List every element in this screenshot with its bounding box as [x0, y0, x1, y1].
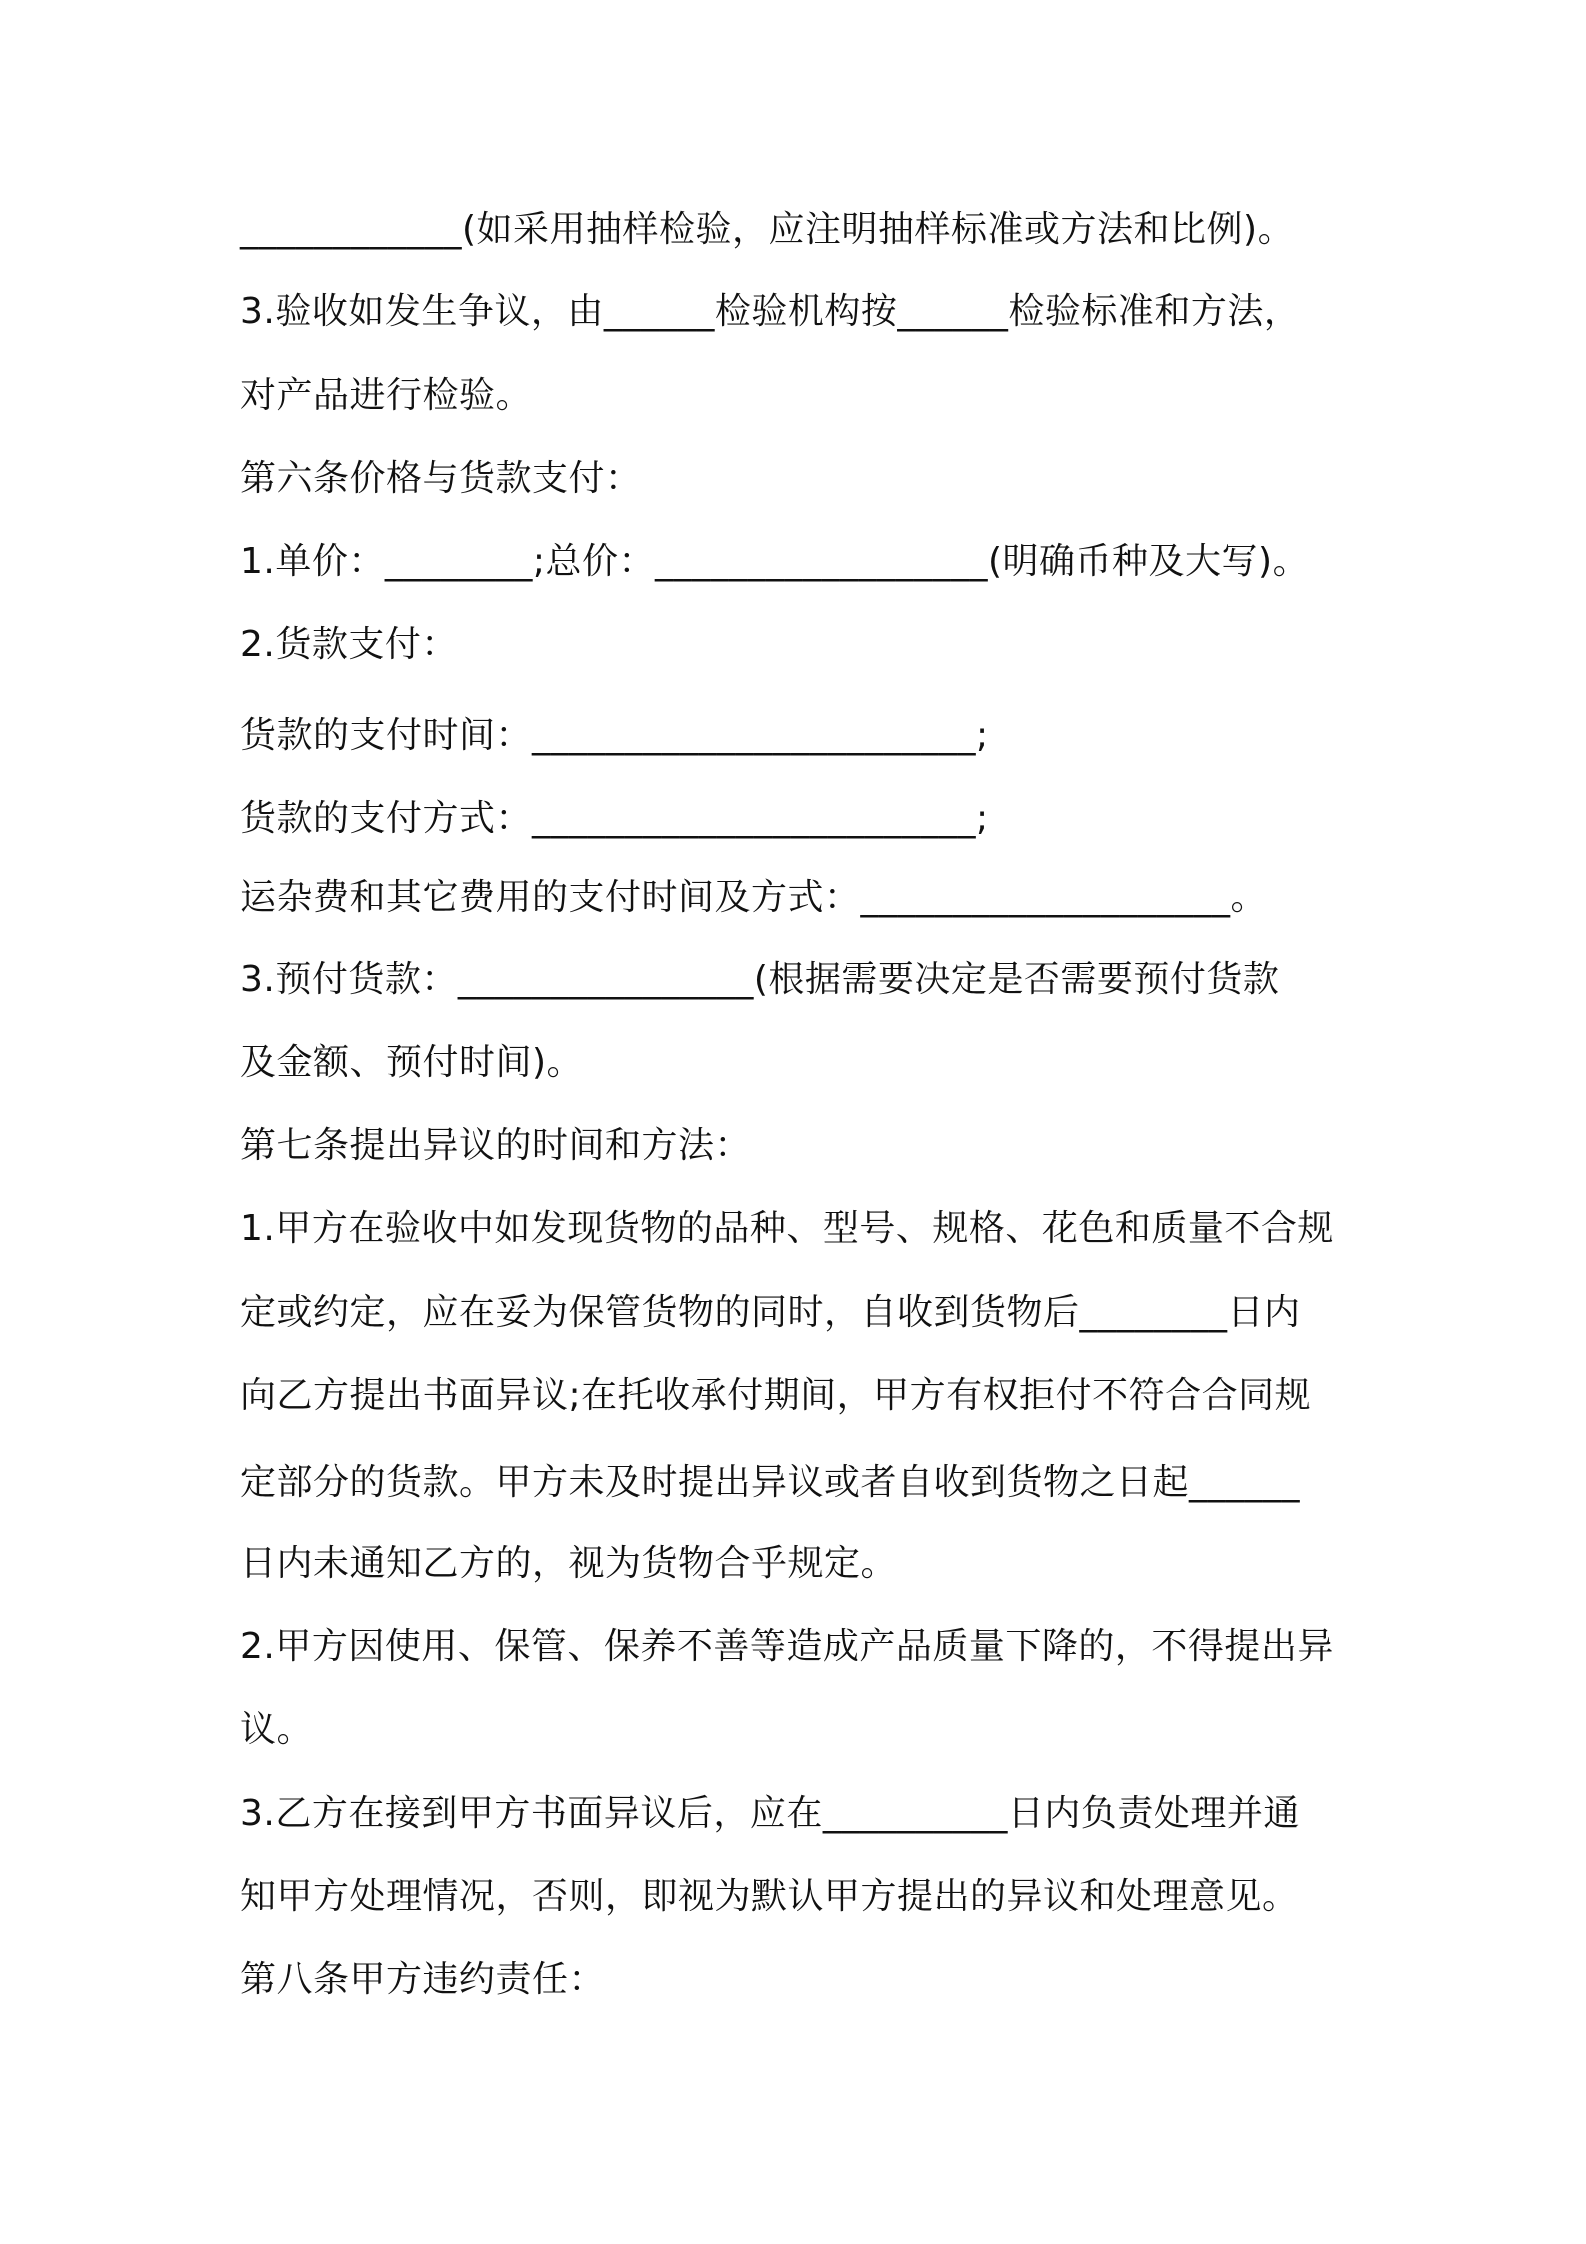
text-line: 及金额、预付时间)。: [240, 1042, 584, 1083]
text-line: ____________(如采用抽样检验，应注明抽样标准或方法和比例)。: [240, 209, 1295, 250]
text-line: 2.甲方因使用、保管、保养不善等造成产品质量下降的，不得提出异: [240, 1626, 1334, 1667]
section-heading: 第六条价格与货款支付：: [240, 458, 642, 499]
text-line: 1.甲方在验收中如发现货物的品种、型号、规格、花色和质量不合规: [240, 1208, 1334, 1249]
text-line: 2.货款支付：: [240, 624, 458, 665]
text-line: 议。: [240, 1709, 314, 1750]
text-line: 对产品进行检验。: [240, 375, 533, 416]
text-line: 3.乙方在接到甲方书面异议后，应在__________日内负责处理并通: [240, 1793, 1300, 1834]
text-line: 日内未通知乙方的，视为货物合乎规定。: [240, 1543, 898, 1584]
text-line: 3.预付货款：________________(根据需要决定是否需要预付货款: [240, 959, 1280, 1000]
text-line: 1.单价：________;总价：__________________(明确币种及大写)。: [240, 541, 1310, 582]
text-line: 向乙方提出书面异议;在托收承付期间，甲方有权拒付不符合合同规: [240, 1375, 1312, 1416]
text-line: 3.验收如发生争议，由______检验机构按______检验标准和方法，: [240, 291, 1301, 332]
text-line: 定部分的货款。甲方未及时提出异议或者自收到货物之日起______: [240, 1462, 1301, 1503]
section-heading: 第七条提出异议的时间和方法：: [240, 1125, 752, 1166]
text-line: 定或约定，应在妥为保管货物的同时，自收到货物后________日内: [240, 1292, 1301, 1333]
section-heading: 第八条甲方违约责任：: [240, 1959, 606, 2000]
text-line: 知甲方处理情况，否则，即视为默认甲方提出的异议和处理意见。: [240, 1876, 1299, 1917]
text-line: 货款的支付方式：________________________;: [240, 798, 989, 839]
text-line: 货款的支付时间：________________________;: [240, 715, 989, 756]
text-line: 运杂费和其它费用的支付时间及方式：____________________。: [240, 877, 1268, 918]
